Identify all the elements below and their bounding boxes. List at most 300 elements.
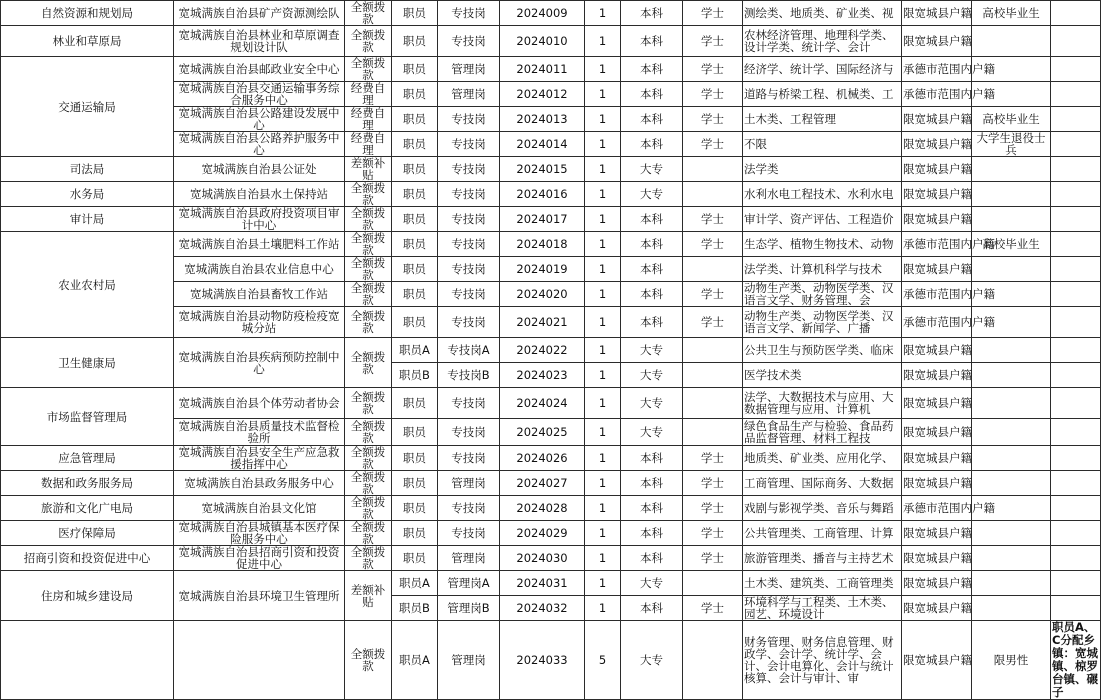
dept-cell: 交通运输局: [1, 57, 174, 157]
unit-cell: 宽城满族自治县文化馆: [174, 496, 345, 521]
education-cell: 本科: [621, 307, 683, 338]
education-cell: 本科: [621, 546, 683, 571]
major-cell: 公共卫生与预防医学类、临床: [743, 338, 902, 363]
dept-cell: 审计局: [1, 207, 174, 232]
major-cell: 财务管理、财务信息管理、财政学、会计学、统计学、会计、会计电算化、会计与统计核算、会计与审计、审: [743, 621, 902, 700]
staff-type-cell: 职员: [392, 257, 438, 282]
post-cell: 专技岗: [438, 496, 500, 521]
code-cell: 2024026: [500, 446, 585, 471]
residence-cell: 限宽城县户籍: [902, 182, 972, 207]
code-cell: 2024017: [500, 207, 585, 232]
staff-type-cell: 职员B: [392, 363, 438, 388]
residence-cell: 限宽城县户籍: [902, 471, 972, 496]
staff-type-cell: 职员: [392, 521, 438, 546]
staff-type-cell: 职员: [392, 82, 438, 107]
degree-cell: [683, 157, 743, 182]
extra-cell: [972, 521, 1051, 546]
table-row: [1, 338, 1101, 363]
residence-cell: 限宽城县户籍: [902, 338, 972, 363]
major-cell: 不限: [743, 132, 902, 157]
education-cell: 本科: [621, 496, 683, 521]
note-cell: [1051, 57, 1101, 82]
dept-cell: 应急管理局: [1, 446, 174, 471]
major-cell: 测绘类、地质类、矿业类、视: [743, 1, 902, 26]
major-cell: 法学类、计算机科学与技术: [743, 257, 902, 282]
staff-type-cell: 职员B: [392, 596, 438, 621]
degree-cell: 学士: [683, 596, 743, 621]
code-cell: 2024032: [500, 596, 585, 621]
count-cell: 1: [585, 182, 621, 207]
extra-cell: [972, 257, 1051, 282]
education-cell: 本科: [621, 596, 683, 621]
code-cell: 2024029: [500, 521, 585, 546]
residence-cell: 限宽城县户籍: [902, 621, 972, 700]
table-row: [1, 496, 1101, 521]
count-cell: 1: [585, 57, 621, 82]
extra-cell: [972, 182, 1051, 207]
staff-type-cell: 职员: [392, 307, 438, 338]
extra-cell: 高校毕业生: [972, 232, 1051, 257]
residence-cell: 限宽城县户籍: [902, 207, 972, 232]
degree-cell: 学士: [683, 132, 743, 157]
staff-type-cell: 职员: [392, 107, 438, 132]
dept-cell: 医疗保障局: [1, 521, 174, 546]
residence-cell: 限宽城县户籍: [902, 257, 972, 282]
residence-cell: 限宽城县户籍: [902, 446, 972, 471]
residence-cell: 限宽城县户籍: [902, 521, 972, 546]
fund-cell: 经费自理: [345, 82, 392, 107]
staff-type-cell: 职员: [392, 1, 438, 26]
degree-cell: 学士: [683, 82, 743, 107]
note-cell: [1051, 107, 1101, 132]
degree-cell: [683, 363, 743, 388]
education-cell: 大专: [621, 419, 683, 446]
staff-type-cell: 职员: [392, 157, 438, 182]
count-cell: 1: [585, 496, 621, 521]
major-cell: 旅游管理类、播音与主持艺术: [743, 546, 902, 571]
note-cell: [1051, 232, 1101, 257]
count-cell: 1: [585, 546, 621, 571]
degree-cell: 学士: [683, 496, 743, 521]
dept-cell: 卫生健康局: [1, 338, 174, 388]
count-cell: 1: [585, 338, 621, 363]
count-cell: 1: [585, 232, 621, 257]
note-cell: [1051, 132, 1101, 157]
unit-cell: 宽城满族自治县农业信息中心: [174, 257, 345, 282]
extra-cell: [972, 388, 1051, 419]
note-cell: 职员A、C分配乡镇：宽城镇、椋罗台镇、碾子: [1051, 621, 1101, 700]
code-cell: 2024009: [500, 1, 585, 26]
unit-cell: 宽城满族自治县畜牧工作站: [174, 282, 345, 307]
post-cell: 专技岗B: [438, 363, 500, 388]
dept-cell: 市场监督管理局: [1, 388, 174, 446]
residence-cell: 限宽城县户籍: [902, 388, 972, 419]
extra-cell: [972, 207, 1051, 232]
fund-cell: 经费自理: [345, 107, 392, 132]
education-cell: 本科: [621, 107, 683, 132]
residence-cell: 承德市范围内户籍: [902, 496, 972, 521]
code-cell: 2024031: [500, 571, 585, 596]
fund-cell: 全额拨款: [345, 1, 392, 26]
degree-cell: 学士: [683, 207, 743, 232]
major-cell: 经济学、统计学、国际经济与: [743, 57, 902, 82]
post-cell: 管理岗: [438, 621, 500, 700]
note-cell: [1051, 571, 1101, 596]
count-cell: 1: [585, 521, 621, 546]
staff-type-cell: 职员: [392, 496, 438, 521]
unit-cell: 宽城满族自治县政务服务中心: [174, 471, 345, 496]
residence-cell: 限宽城县户籍: [902, 157, 972, 182]
degree-cell: 学士: [683, 232, 743, 257]
post-cell: 专技岗: [438, 157, 500, 182]
unit-cell: 宽城满族自治县公路养护服务中心: [174, 132, 345, 157]
code-cell: 2024019: [500, 257, 585, 282]
post-cell: 专技岗: [438, 521, 500, 546]
education-cell: 大专: [621, 338, 683, 363]
post-cell: 管理岗: [438, 57, 500, 82]
fund-cell: 全额拨款: [345, 471, 392, 496]
unit-cell: 宽城满族自治县环境卫生管理所: [174, 571, 345, 621]
dept-cell: 自然资源和规划局: [1, 1, 174, 26]
table-row: [1, 446, 1101, 471]
fund-cell: 全额拨款: [345, 182, 392, 207]
major-cell: 土木类、建筑类、工商管理类: [743, 571, 902, 596]
unit-cell: 宽城满族自治县政府投资项目审计中心: [174, 207, 345, 232]
extra-cell: [972, 546, 1051, 571]
residence-cell: 限宽城县户籍: [902, 1, 972, 26]
unit-cell: 宽城满族自治县矿产资源测绘队: [174, 1, 345, 26]
fund-cell: 全额拨款: [345, 446, 392, 471]
post-cell: 管理岗A: [438, 571, 500, 596]
count-cell: 1: [585, 207, 621, 232]
fund-cell: 全额拨款: [345, 257, 392, 282]
code-cell: 2024024: [500, 388, 585, 419]
unit-cell: 宽城满族自治县安全生产应急救援指挥中心: [174, 446, 345, 471]
education-cell: 本科: [621, 207, 683, 232]
major-cell: 工商管理、国际商务、大数据: [743, 471, 902, 496]
code-cell: 2024033: [500, 621, 585, 700]
post-cell: 管理岗B: [438, 596, 500, 621]
staff-type-cell: 职员: [392, 388, 438, 419]
unit-cell: 宽城满族自治县水土保持站: [174, 182, 345, 207]
fund-cell: 全额拨款: [345, 207, 392, 232]
code-cell: 2024012: [500, 82, 585, 107]
post-cell: 专技岗A: [438, 338, 500, 363]
extra-cell: [972, 338, 1051, 363]
fund-cell: 差额补贴: [345, 157, 392, 182]
degree-cell: 学士: [683, 57, 743, 82]
fund-cell: 全额拨款: [345, 232, 392, 257]
extra-cell: 高校毕业生: [972, 1, 1051, 26]
degree-cell: 学士: [683, 471, 743, 496]
fund-cell: 全额拨款: [345, 26, 392, 57]
unit-cell: 宽城满族自治县质量技术监督检验所: [174, 419, 345, 446]
count-cell: 1: [585, 388, 621, 419]
note-cell: [1051, 157, 1101, 182]
dept-cell: 司法局: [1, 157, 174, 182]
note-cell: [1051, 471, 1101, 496]
code-cell: 2024027: [500, 471, 585, 496]
extra-cell: 高校毕业生: [972, 107, 1051, 132]
post-cell: 专技岗: [438, 419, 500, 446]
unit-cell: 宽城满族自治县交通运输事务综合服务中心: [174, 82, 345, 107]
extra-cell: 大学生退役士兵: [972, 132, 1051, 157]
education-cell: 大专: [621, 363, 683, 388]
fund-cell: 全额拨款: [345, 496, 392, 521]
code-cell: 2024025: [500, 419, 585, 446]
fund-cell: 全额拨款: [345, 546, 392, 571]
staff-type-cell: 职员: [392, 182, 438, 207]
degree-cell: [683, 419, 743, 446]
residence-cell: 承德市范围内户籍: [902, 57, 972, 82]
degree-cell: 学士: [683, 546, 743, 571]
staff-type-cell: 职员A: [392, 338, 438, 363]
code-cell: 2024016: [500, 182, 585, 207]
major-cell: 动物生产类、动物医学类、汉语言文学、财务管理、会: [743, 282, 902, 307]
post-cell: 管理岗: [438, 471, 500, 496]
education-cell: 本科: [621, 132, 683, 157]
code-cell: 2024015: [500, 157, 585, 182]
unit-cell: 宽城满族自治县土壤肥料工作站: [174, 232, 345, 257]
staff-type-cell: 职员: [392, 132, 438, 157]
major-cell: 法学类: [743, 157, 902, 182]
note-cell: [1051, 496, 1101, 521]
extra-cell: [972, 471, 1051, 496]
residence-cell: 限宽城县户籍: [902, 363, 972, 388]
code-cell: 2024010: [500, 26, 585, 57]
dept-cell: [1, 621, 174, 700]
count-cell: 1: [585, 446, 621, 471]
staff-type-cell: 职员A: [392, 621, 438, 700]
education-cell: 本科: [621, 282, 683, 307]
staff-type-cell: 职员: [392, 232, 438, 257]
unit-cell: 宽城满族自治县邮政业安全中心: [174, 57, 345, 82]
count-cell: 1: [585, 471, 621, 496]
extra-cell: [972, 446, 1051, 471]
unit-cell: 宽城满族自治县公证处: [174, 157, 345, 182]
post-cell: 专技岗: [438, 282, 500, 307]
staff-type-cell: 职员: [392, 446, 438, 471]
count-cell: 1: [585, 107, 621, 132]
post-cell: 专技岗: [438, 307, 500, 338]
note-cell: [1051, 419, 1101, 446]
major-cell: 医学技术类: [743, 363, 902, 388]
dept-cell: 住房和城乡建设局: [1, 571, 174, 621]
unit-cell: 宽城满族自治县个体劳动者协会: [174, 388, 345, 419]
unit-cell: [174, 621, 345, 700]
staff-type-cell: 职员: [392, 57, 438, 82]
note-cell: [1051, 363, 1101, 388]
residence-cell: 承德市范围内户籍: [902, 232, 972, 257]
education-cell: 本科: [621, 257, 683, 282]
note-cell: [1051, 1, 1101, 26]
table-row: [1, 207, 1101, 232]
education-cell: 本科: [621, 446, 683, 471]
table-row: [1, 182, 1101, 207]
code-cell: 2024014: [500, 132, 585, 157]
residence-cell: 承德市范围内户籍: [902, 282, 972, 307]
education-cell: 大专: [621, 182, 683, 207]
residence-cell: 限宽城县户籍: [902, 571, 972, 596]
major-cell: 公共管理类、工商管理、计算: [743, 521, 902, 546]
degree-cell: [683, 388, 743, 419]
extra-cell: [972, 571, 1051, 596]
code-cell: 2024028: [500, 496, 585, 521]
education-cell: 本科: [621, 57, 683, 82]
table-row: [1, 388, 1101, 419]
fund-cell: 全额拨款: [345, 621, 392, 700]
fund-cell: 全额拨款: [345, 419, 392, 446]
education-cell: 本科: [621, 26, 683, 57]
post-cell: 管理岗: [438, 82, 500, 107]
education-cell: 本科: [621, 82, 683, 107]
major-cell: 道路与桥梁工程、机械类、工: [743, 82, 902, 107]
degree-cell: [683, 621, 743, 700]
post-cell: 专技岗: [438, 132, 500, 157]
table-row: [1, 621, 1101, 700]
staff-type-cell: 职员: [392, 471, 438, 496]
code-cell: 2024020: [500, 282, 585, 307]
post-cell: 专技岗: [438, 257, 500, 282]
note-cell: [1051, 182, 1101, 207]
residence-cell: 限宽城县户籍: [902, 546, 972, 571]
note-cell: [1051, 446, 1101, 471]
degree-cell: [683, 571, 743, 596]
education-cell: 大专: [621, 621, 683, 700]
unit-cell: 宽城满族自治县公路建设发展中心: [174, 107, 345, 132]
fund-cell: 全额拨款: [345, 282, 392, 307]
fund-cell: 全额拨款: [345, 338, 392, 388]
note-cell: [1051, 338, 1101, 363]
count-cell: 1: [585, 82, 621, 107]
residence-cell: 限宽城县户籍: [902, 419, 972, 446]
code-cell: 2024011: [500, 57, 585, 82]
education-cell: 大专: [621, 157, 683, 182]
major-cell: 动物生产类、动物医学类、汉语言文学、新闻学、广播: [743, 307, 902, 338]
count-cell: 1: [585, 1, 621, 26]
note-cell: [1051, 521, 1101, 546]
dept-cell: 林业和草原局: [1, 26, 174, 57]
staff-type-cell: 职员: [392, 419, 438, 446]
table-row: [1, 521, 1101, 546]
major-cell: 绿色食品生产与检验、食品药品监督管理、材料工程技: [743, 419, 902, 446]
fund-cell: 全额拨款: [345, 307, 392, 338]
degree-cell: 学士: [683, 521, 743, 546]
code-cell: 2024030: [500, 546, 585, 571]
major-cell: 农林经济管理、地理科学类、设计学类、统计学、会计: [743, 26, 902, 57]
note-cell: [1051, 546, 1101, 571]
major-cell: 审计学、资产评估、工程造价: [743, 207, 902, 232]
major-cell: 土木类、工程管理: [743, 107, 902, 132]
staff-type-cell: 职员A: [392, 571, 438, 596]
note-cell: [1051, 596, 1101, 621]
major-cell: 生态学、植物生物技术、动物: [743, 232, 902, 257]
residence-cell: 限宽城县户籍: [902, 132, 972, 157]
degree-cell: 学士: [683, 446, 743, 471]
count-cell: 1: [585, 363, 621, 388]
note-cell: [1051, 282, 1101, 307]
degree-cell: 学士: [683, 107, 743, 132]
degree-cell: 学士: [683, 1, 743, 26]
dept-cell: 招商引资和投资促进中心: [1, 546, 174, 571]
code-cell: 2024013: [500, 107, 585, 132]
education-cell: 大专: [621, 571, 683, 596]
note-cell: [1051, 26, 1101, 57]
major-cell: 法学、大数据技术与应用、大数据管理与应用、计算机: [743, 388, 902, 419]
post-cell: 专技岗: [438, 388, 500, 419]
major-cell: 水利水电工程技术、水利水电: [743, 182, 902, 207]
education-cell: 大专: [621, 388, 683, 419]
count-cell: 1: [585, 307, 621, 338]
table-row: [1, 57, 1101, 82]
count-cell: 1: [585, 571, 621, 596]
staff-type-cell: 职员: [392, 546, 438, 571]
extra-cell: [972, 596, 1051, 621]
education-cell: 本科: [621, 521, 683, 546]
degree-cell: 学士: [683, 282, 743, 307]
fund-cell: 差额补贴: [345, 571, 392, 621]
staff-type-cell: 职员: [392, 26, 438, 57]
degree-cell: 学士: [683, 307, 743, 338]
count-cell: 1: [585, 157, 621, 182]
note-cell: [1051, 207, 1101, 232]
degree-cell: 学士: [683, 26, 743, 57]
unit-cell: 宽城满族自治县城镇基本医疗保险服务中心: [174, 521, 345, 546]
extra-cell: [972, 157, 1051, 182]
post-cell: 专技岗: [438, 26, 500, 57]
residence-cell: 承德市范围内户籍: [902, 82, 972, 107]
dept-cell: 水务局: [1, 182, 174, 207]
table-row: [1, 232, 1101, 257]
code-cell: 2024022: [500, 338, 585, 363]
degree-cell: [683, 338, 743, 363]
table-row: [1, 571, 1101, 596]
table-row: [1, 1, 1101, 26]
note-cell: [1051, 257, 1101, 282]
dept-cell: 数据和政务服务局: [1, 471, 174, 496]
post-cell: 专技岗: [438, 107, 500, 132]
post-cell: 专技岗: [438, 182, 500, 207]
degree-cell: [683, 257, 743, 282]
residence-cell: 承德市范围内户籍: [902, 307, 972, 338]
note-cell: [1051, 82, 1101, 107]
major-cell: 地质类、矿业类、应用化学、: [743, 446, 902, 471]
unit-cell: 宽城满族自治县招商引资和投资促进中心: [174, 546, 345, 571]
degree-cell: [683, 182, 743, 207]
fund-cell: 经费自理: [345, 132, 392, 157]
fund-cell: 全额拨款: [345, 57, 392, 82]
unit-cell: 宽城满族自治县疾病预防控制中心: [174, 338, 345, 388]
unit-cell: 宽城满族自治县动物防疫检疫宽城分站: [174, 307, 345, 338]
post-cell: 专技岗: [438, 1, 500, 26]
count-cell: 1: [585, 257, 621, 282]
education-cell: 本科: [621, 232, 683, 257]
post-cell: 专技岗: [438, 446, 500, 471]
dept-cell: 旅游和文化广电局: [1, 496, 174, 521]
post-cell: 专技岗: [438, 232, 500, 257]
staff-type-cell: 职员: [392, 282, 438, 307]
note-cell: [1051, 388, 1101, 419]
post-cell: 管理岗: [438, 546, 500, 571]
post-cell: 专技岗: [438, 207, 500, 232]
note-cell: [1051, 307, 1101, 338]
staff-type-cell: 职员: [392, 207, 438, 232]
code-cell: 2024023: [500, 363, 585, 388]
extra-cell: [972, 419, 1051, 446]
extra-cell: [972, 363, 1051, 388]
fund-cell: 全额拨款: [345, 388, 392, 419]
count-cell: 1: [585, 419, 621, 446]
